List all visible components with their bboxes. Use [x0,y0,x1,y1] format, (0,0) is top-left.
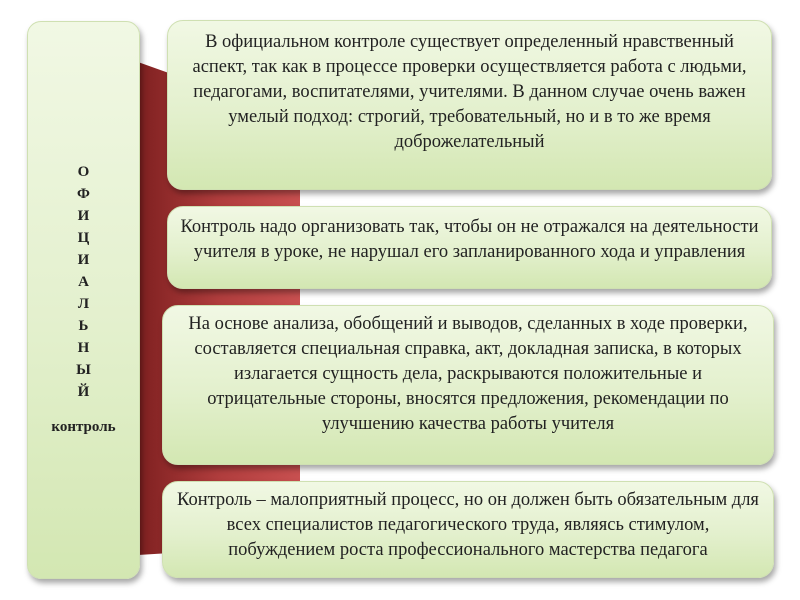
title-letter: Ь [78,317,89,334]
title-letter: О [77,163,90,180]
report-box: На основе анализа, обобщений и выводов, сделанных в ходе проверки, составляется специальная справка, акт, докладная записка, в которых излагается сущность дела, раскрываются положительные и отрицательные стороны, вносятся предложения, рекомендации по улучшению качества работы учителя [162,305,774,465]
title-letter: Ц [77,229,90,246]
title-letter: И [77,207,90,224]
title-letter: И [77,251,90,268]
moral-aspect-box: В официальном контроле существует определенный нравственный аспект, так как в процессе проверки осуществляется работа с людьми, педагогами, воспитателями, учителями. В данном случае очень важен умелый подход: строгий, требовательный, но и в то же время доброжелательный [167,20,772,190]
title-subtitle: контроль [51,418,116,435]
title-letter: Ы [76,361,91,378]
title-letter: А [78,273,89,290]
title-letter: Ф [77,185,90,202]
official-control-label-box [27,21,140,579]
organization-box: Контроль надо организовать так, чтобы он не отражался на деятельности учителя в уроке, не нарушал его запланированного хода и управления [167,206,772,289]
title-letter: Н [77,339,90,356]
title-letter: Л [77,295,90,312]
title-letter: Й [77,383,90,400]
stimulus-box: Контроль – малоприятный процесс, но он должен быть обязательным для всех специалистов педагогического труда, являясь стимулом, побуждением роста профессионального мастерства педагога [162,481,774,578]
vertical-title [76,161,91,403]
